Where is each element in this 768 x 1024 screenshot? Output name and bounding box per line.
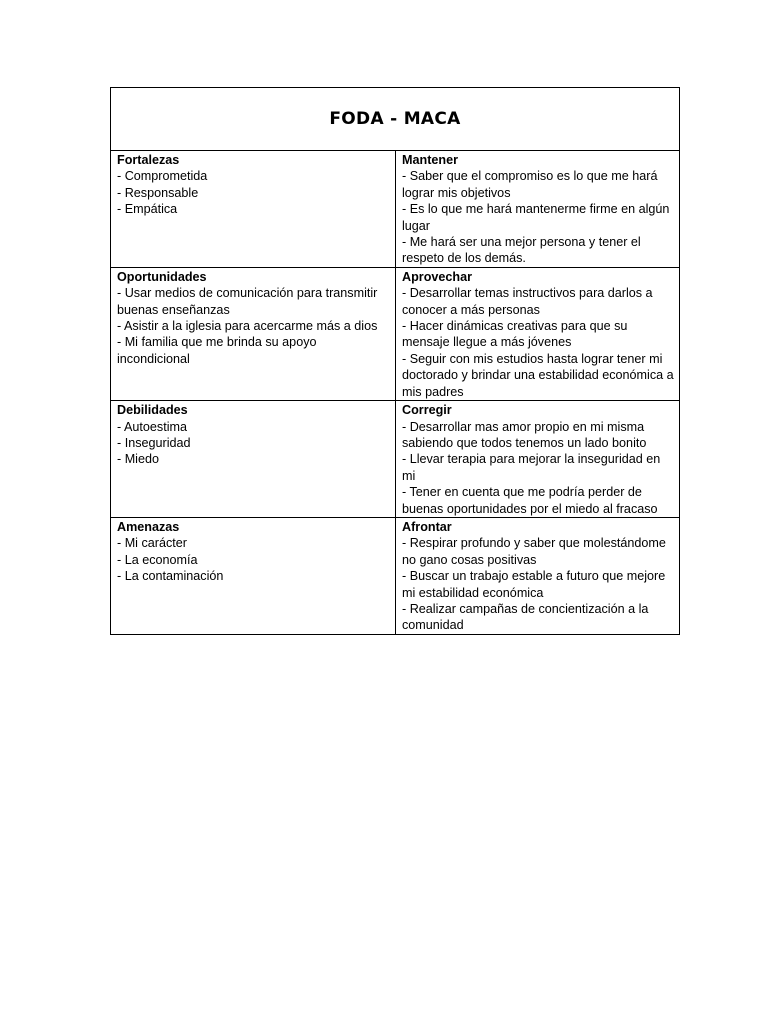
list-item: - Desarrollar mas amor propio en mi misma sabiendo que todos tenemos un lado bonito [402, 419, 647, 450]
list-item: - Asistir a la iglesia para acercarme más a dios [117, 319, 378, 334]
correct-cell [396, 401, 680, 518]
document-title: FODA - MACA [329, 109, 461, 129]
list-item: - Inseguridad [117, 435, 191, 450]
list-item: - Me hará ser una mejor persona y tener el respeto de los demás. [402, 235, 641, 266]
table-row [111, 267, 680, 400]
list-item: - Llevar terapia para mejorar la inseguridad en mi [402, 452, 661, 483]
leverage-cell [396, 267, 680, 400]
list-item: - Hacer dinámicas creativas para que su mensaje llegue a más jóvenes [402, 319, 628, 350]
strengths-heading: Fortalezas [117, 153, 180, 167]
list-item: - Seguir con mis estudios hasta lograr tener mi doctorado y brindar una estabilidad económica a mis padres [402, 351, 674, 399]
list-item: - Mi carácter [117, 536, 187, 551]
confront-heading: Afrontar [402, 519, 452, 534]
title-cell [111, 88, 680, 151]
maintain-cell [396, 151, 680, 268]
weaknesses-cell [111, 401, 396, 518]
list-item: - Buscar un trabajo estable a futuro que mejore mi estabilidad económica [402, 569, 666, 600]
opportunities-heading: Oportunidades [117, 269, 207, 284]
foda-table [110, 87, 680, 635]
threats-cell [111, 517, 396, 634]
list-item: - Realizar campañas de concientización a la comunidad [402, 601, 649, 633]
list-item: - La economía [117, 552, 198, 567]
maintain-heading: Mantener [402, 153, 458, 167]
list-item: - Autoestima [117, 419, 187, 434]
list-item: - Miedo [117, 452, 159, 467]
table-row [111, 517, 680, 634]
weaknesses-heading: Debilidades [117, 403, 188, 418]
table-row [111, 401, 680, 518]
list-item: - Usar medios de comunicación para transmitir buenas enseñanzas [117, 286, 378, 317]
list-item: - Saber que el compromiso es lo que me hará lograr mis objetivos [402, 169, 658, 200]
leverage-heading: Aprovechar [402, 269, 472, 284]
strengths-cell [111, 151, 396, 268]
list-item: - Responsable [117, 185, 199, 200]
list-item: - Es lo que me hará mantenerme firme en algún lugar [402, 202, 670, 233]
list-item: - La contaminación [117, 569, 224, 584]
opportunities-cell [111, 267, 396, 400]
list-item: - Respirar profundo y saber que molestándome no gano cosas positivas [402, 536, 666, 567]
list-item: - Desarrollar temas instructivos para darlos a conocer a más personas [402, 286, 653, 317]
list-item: - Empática [117, 202, 178, 217]
confront-cell [396, 517, 680, 634]
list-item: - Tener en cuenta que me podría perder de buenas oportunidades por el miedo al fracaso [402, 485, 658, 516]
list-item: - Comprometida [117, 169, 208, 184]
list-item: - Mi familia que me brinda su apoyo incondicional [117, 335, 317, 366]
table-row [111, 151, 680, 268]
threats-heading: Amenazas [117, 519, 180, 534]
correct-heading: Corregir [402, 403, 452, 418]
title-row [111, 88, 680, 151]
